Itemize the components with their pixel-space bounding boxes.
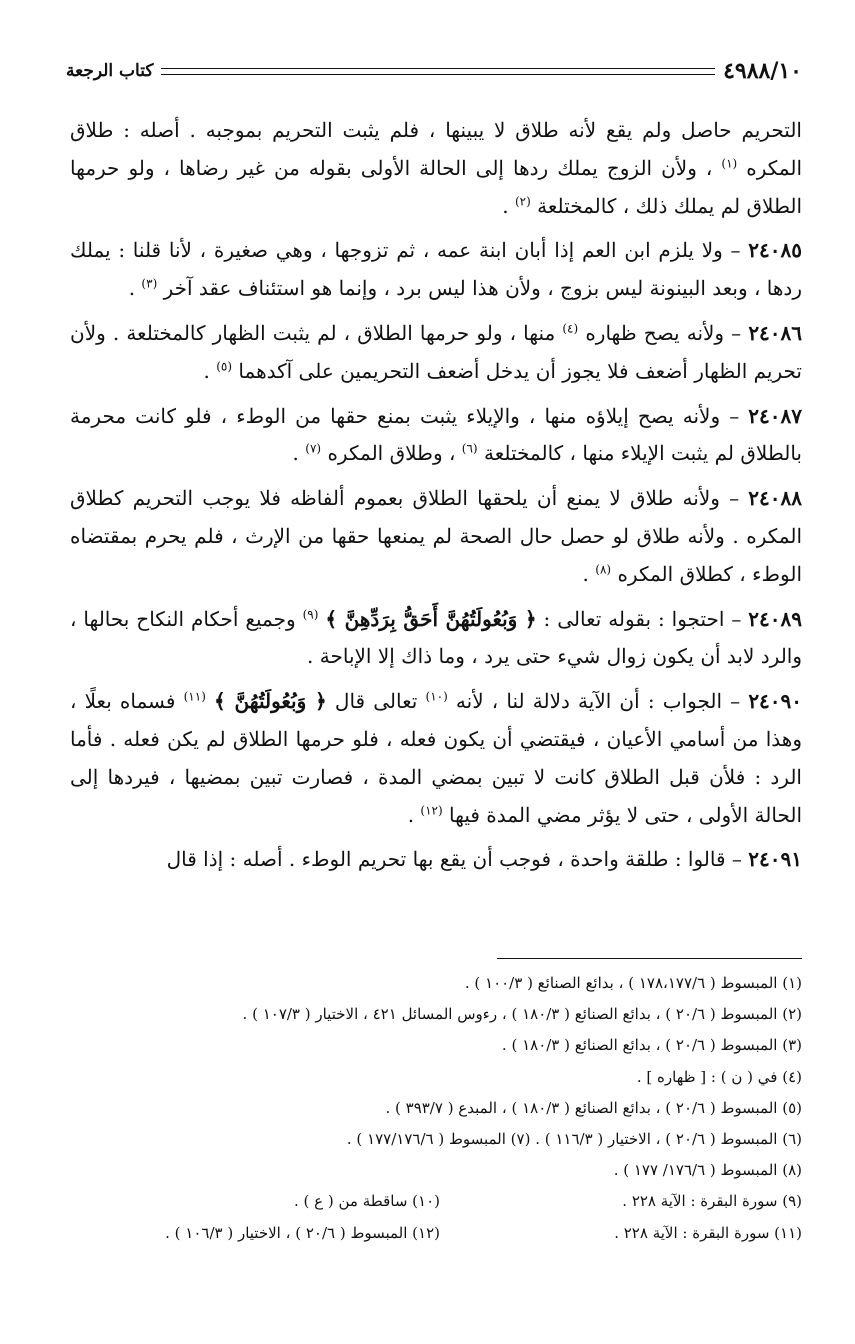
footnote-ref[interactable]: (٥) [216, 359, 233, 374]
footnote-ref[interactable]: (٤) [562, 321, 579, 336]
footnote-ref[interactable]: (٨) [595, 562, 612, 577]
page-number: ٤٩٨٨/١٠ [723, 58, 802, 84]
footnote-12: (١٢) المبسوط ( ٢٠/٦ ) ، الاختيار ( ١٠٦/٣ ) . [165, 1223, 440, 1242]
footnotes [64, 968, 802, 1249]
footnote-ref[interactable]: (١١) [183, 689, 206, 704]
paragraph-number: ٢٤٠٩٠ [748, 689, 803, 714]
footnote-5: (٥) المبسوط ( ٢٠/٦ ) ، بدائع الصنائع ( ١٨٠/٣ ) ، المبدع ( ٣٩٣/٧ ) . [385, 1098, 802, 1117]
footnote-4: (٤) في ( ن ) : [ ظهاره ] . [636, 1067, 802, 1086]
footnote-ref[interactable]: (٩) [302, 606, 319, 621]
main-text [70, 112, 802, 886]
paragraph-number: ٢٤٠٨٦ [748, 320, 803, 345]
footnote-8: (٨) المبسوط ( ١٧٦/٦/ ١٧٧ ) . [613, 1161, 802, 1180]
book-title: كتاب الرجعة [66, 61, 154, 81]
footnote-ref[interactable]: (٢) [514, 193, 531, 208]
footnote-ref[interactable]: (٣) [141, 276, 158, 291]
quran-verse: ﴿ وَبُعُولَتُهُنَّ أَحَقُّ بِرَدِّهِنَّ ﴾ [325, 606, 537, 631]
paragraph-continuation: التحريم حاصل ولم يقع لأنه طلاق لا يبينها ، فلم يثبت التحريم بموجبه . أصله : طلاق المكره $^{(١)}$ ، ولأن الزوج يملك ردها إلى الحالة الأولى بقوله من غير رضاها ، ولو حرمها الطلاق لم يملك ذلك ، كالمختلعة $^{(٢)}$ . [70, 118, 803, 218]
header-rule [161, 68, 715, 75]
paragraph-24088: ٢٤٠٨٨ – ولأنه طلاق لا يمنع أن يلحقها الطلاق بعموم ألفاظه فلا يوجب التحريم كطلاق المكره . ولأنه طلاق لو حصل حال الصحة لم يمنعها حقها من الإرث ، فلم يحرم بمقتضاه الوطء ، كطلاق المكره $^{(٨)}$ . [70, 486, 803, 586]
footnote-3: (٣) المبسوط ( ٢٠/٦ ) ، بدائع الصنائع ( ١٨٠/٣ ) . [501, 1036, 802, 1055]
footnote-11: (١١) سورة البقرة : الآية ٢٢٨ . [614, 1223, 802, 1242]
footnote-separator [497, 958, 802, 959]
footnote-10: (١٠) ساقطة من ( ع ) . [294, 1192, 440, 1211]
paragraph-24091: ٢٤٠٩١ – قالوا : طلقة واحدة ، فوجب أن يقع بها تحريم الوطء . أصله : إذا قال [166, 847, 802, 872]
paragraph-number: ٢٤٠٩١ [748, 847, 802, 872]
paragraph-24089: ٢٤٠٨٩ – احتجوا : بقوله تعالى : ﴿ وَبُعُولَتُهُنَّ أَحَقُّ بِرَدِّهِنَّ ﴾ $^{(٩)}$ وجميع أحكام النكاح بحالها ، والرد لابد أن يكون زوال شيء حتى يرد ، وما ذاك إلا الإباحة . [70, 606, 802, 669]
footnote-ref[interactable]: (١٢) [420, 802, 443, 817]
paragraph-number: ٢٤٠٨٨ [748, 486, 803, 511]
footnote-row-9-10 [64, 1186, 802, 1217]
footnote-ref[interactable]: (١٠) [425, 689, 448, 704]
footnote-2: (٢) المبسوط ( ٢٠/٦ ) ، بدائع الصنائع ( ١٨٠/٣ ) ، رءوس المسائل ٤٢١ ، الاختيار ( ١٠٧/٣ ) . [242, 1005, 802, 1024]
page-header [66, 54, 802, 88]
quran-verse: ﴿ وَبُعُولَتُهُنَّ ﴾ [214, 689, 327, 714]
footnote-ref[interactable]: (١) [721, 156, 738, 171]
footnote-ref[interactable]: (٦) [461, 441, 478, 456]
paragraph-24087: ٢٤٠٨٧ – ولأنه يصح إيلاؤه منها ، والإيلاء يثبت بمنع حقها من الوطء ، فلو كانت محرمة بالطلاق لم يثبت الإيلاء منها ، كالمختلعة $^{(٦)}$ ، وطلاق المكره $^{(٧)}$ . [70, 403, 803, 466]
paragraph-number: ٢٤٠٨٧ [748, 403, 803, 428]
footnote-9: (٩) سورة البقرة : الآية ٢٢٨ . [622, 1192, 802, 1211]
footnote-row-11-12 [64, 1218, 802, 1249]
paragraph-24090: ٢٤٠٩٠ – الجواب : أن الآية دلالة لنا ، لأنه $^{(١٠)}$ تعالى قال ﴿ وَبُعُولَتُهُنَّ ﴾ $^{(١١)}$ فسماه بعلًا ، وهذا من أسامي الأعيان ، فيقتضي أن يكون فعله ، فلو حرمها الطلاق لم يكن فعله . فأما الرد : فلأن قبل الطلاق كانت لا تبين بمضي المدة ، فصارت تبين بمضيها ، فيردها إلى الحالة الأولى ، حتى لا يؤثر مضي المدة فيها $^{(١٢)}$ . [70, 689, 803, 827]
footnote-1: (١) المبسوط ( ١٧٨،١٧٧/٦ ) ، بدائع الصنائع ( ١٠٠/٣ ) . [464, 974, 802, 992]
paragraph-24086: ٢٤٠٨٦ – ولأنه يصح ظهاره $^{(٤)}$ منها ، ولو حرمها الطلاق ، لم يثبت الظهار كالمختلعة . ولأن تحريم الظهار أضعف فلا يجوز أن يدخل أضعف التحريمين على آكدهما $^{(٥)}$ . [70, 320, 803, 383]
paragraph-number: ٢٤٠٨٩ [748, 606, 802, 631]
paragraph-number: ٢٤٠٨٥ [748, 238, 802, 263]
footnote-ref[interactable]: (٧) [305, 441, 322, 456]
paragraph-24085: ٢٤٠٨٥ – ولا يلزم ابن العم إذا أبان ابنة عمه ، ثم تزوجها ، وهي صغيرة ، لأنا قلنا : يملك ردها ، وبعد البينونة ليس بزوج ، ولأن هذا ليس برد ، وإنما هو استئناف عقد آخر $^{(٣)}$ . [70, 238, 802, 301]
footnote-6-7: (٦) المبسوط ( ٢٠/٦ ) ، الاختيار ( ١١٦/٣ ) . (٧) المبسوط ( ١٧٧/١٧٦/٦ ) . [346, 1130, 802, 1149]
